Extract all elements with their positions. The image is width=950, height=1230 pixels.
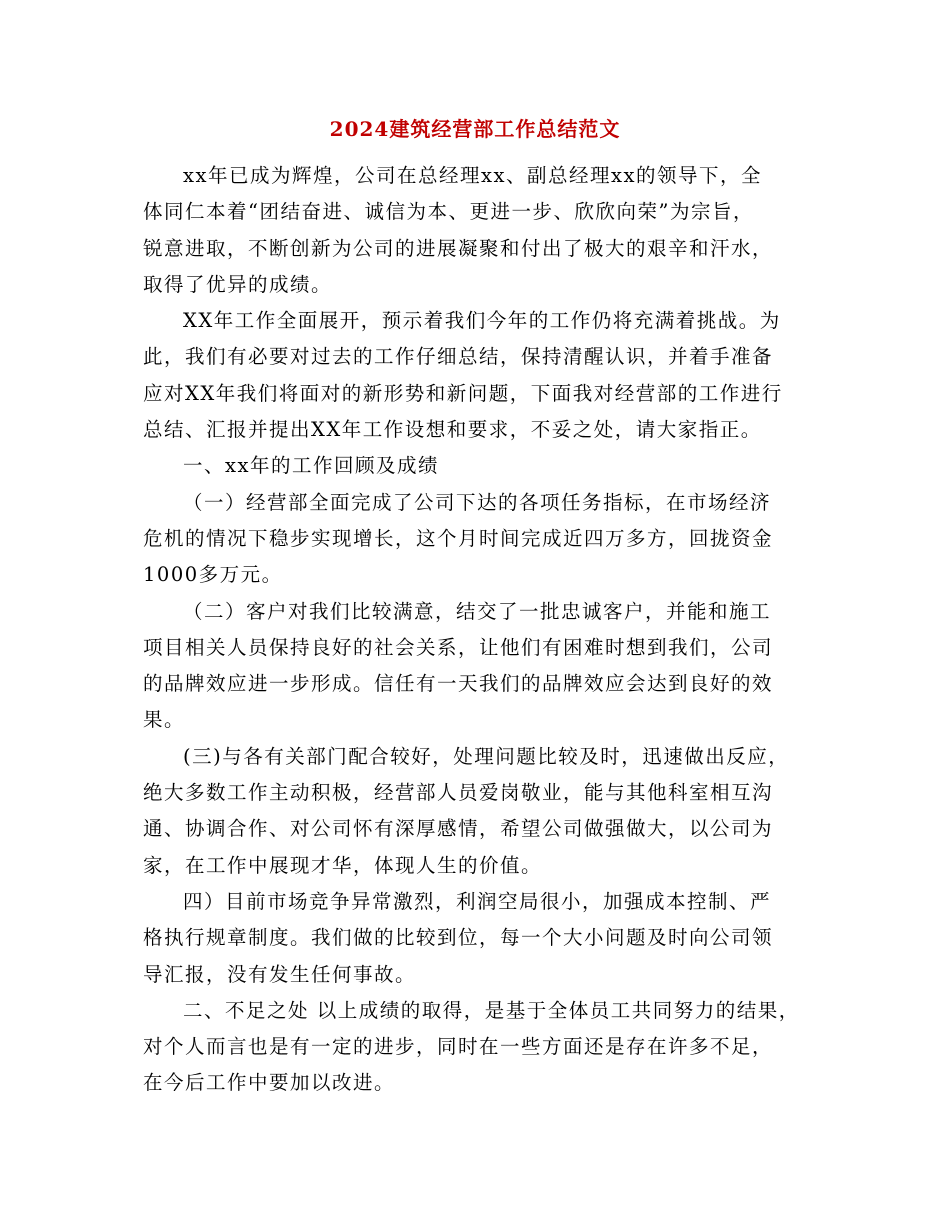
paragraph-line: 取得了优异的成绩。	[143, 272, 333, 296]
paragraph-line: （一）经营部全面完成了公司下达的各项任务指标，在市场经济	[183, 490, 772, 514]
paragraph-line: 总结、汇报并提出XX年工作设想和要求，不妥之处，请大家指正。	[143, 418, 762, 442]
document-body	[143, 158, 813, 1102]
document-title: 2024建筑经营部工作总结范文	[329, 117, 621, 141]
paragraph-line: 1000多万元。	[143, 563, 283, 587]
paragraph-line: 体同仁本着“团结奋进、诚信为本、更进一步、欣欣向荣”为宗旨，	[143, 200, 754, 224]
paragraph-line: 绝大多数工作主动积极，经营部人员爱岗敬业，能与其他科室相互沟	[143, 781, 774, 805]
paragraph	[143, 993, 813, 1102]
paragraph	[143, 303, 813, 448]
paragraph-line: 格执行规章制度。我们做的比较到位，每一个大小问题及时向公司领	[143, 926, 774, 950]
paragraph-line: 一、xx年的工作回顾及成绩	[183, 454, 439, 478]
paragraph-line: xx年已成为辉煌，公司在总经理xx、副总经理xx的领导下，全	[183, 164, 762, 187]
paragraph-line: （二）客户对我们比较满意，结交了一批忠诚客户，并能和施工	[183, 599, 772, 623]
paragraph-line: 危机的情况下稳步实现增长，这个月时间完成近四万多方，回拢资金	[143, 526, 774, 550]
paragraph-line: 导汇报，没有发生任何事故。	[143, 962, 417, 986]
paragraph-line: XX年工作全面展开，预示着我们今年的工作仍将充满着挑战。为	[183, 309, 781, 333]
paragraph-line: 果。	[143, 708, 186, 732]
paragraph-line: 四）目前市场竞争异常激烈，利润空局很小，加强成本控制、严	[183, 889, 772, 913]
paragraph	[143, 448, 813, 484]
paragraph-line: 应对XX年我们将面对的新形势和新问题，下面我对经营部的工作进行	[143, 381, 783, 405]
paragraph-line: 锐意进取，不断创新为公司的进展凝聚和付出了极大的艰辛和汗水，	[143, 236, 774, 260]
paragraph-line: 在今后工作中要加以改进。	[143, 1071, 396, 1095]
paragraph	[143, 594, 813, 739]
paragraph-line: 家，在工作中展现才华，体现人生的价值。	[143, 853, 543, 877]
paragraph	[143, 158, 813, 303]
paragraph	[143, 739, 813, 884]
paragraph-line: 二、不足之处 以上成绩的取得，是基于全体员工共同努力的结果，	[183, 998, 800, 1022]
paragraph	[143, 485, 813, 594]
paragraph-line: 此，我们有必要对过去的工作仔细总结，保持清醒认识，并着手准备	[143, 345, 774, 369]
paragraph-line: 通、协调合作、对公司怀有深厚感情，希望公司做强做大，以公司为	[143, 817, 774, 841]
paragraph	[143, 884, 813, 993]
paragraph-line: 对个人而言也是有一定的进步，同时在一些方面还是存在许多不足，	[143, 1035, 774, 1059]
paragraph-line: 的品牌效应进一步形成。信任有一天我们的品牌效应会达到良好的效	[143, 672, 774, 696]
paragraph-line: (三)与各有关部门配合较好，处理问题比较及时，迅速做出反应，	[183, 744, 790, 768]
paragraph-line: 项目相关人员保持良好的社会关系，让他们有困难时想到我们，公司	[143, 635, 774, 659]
